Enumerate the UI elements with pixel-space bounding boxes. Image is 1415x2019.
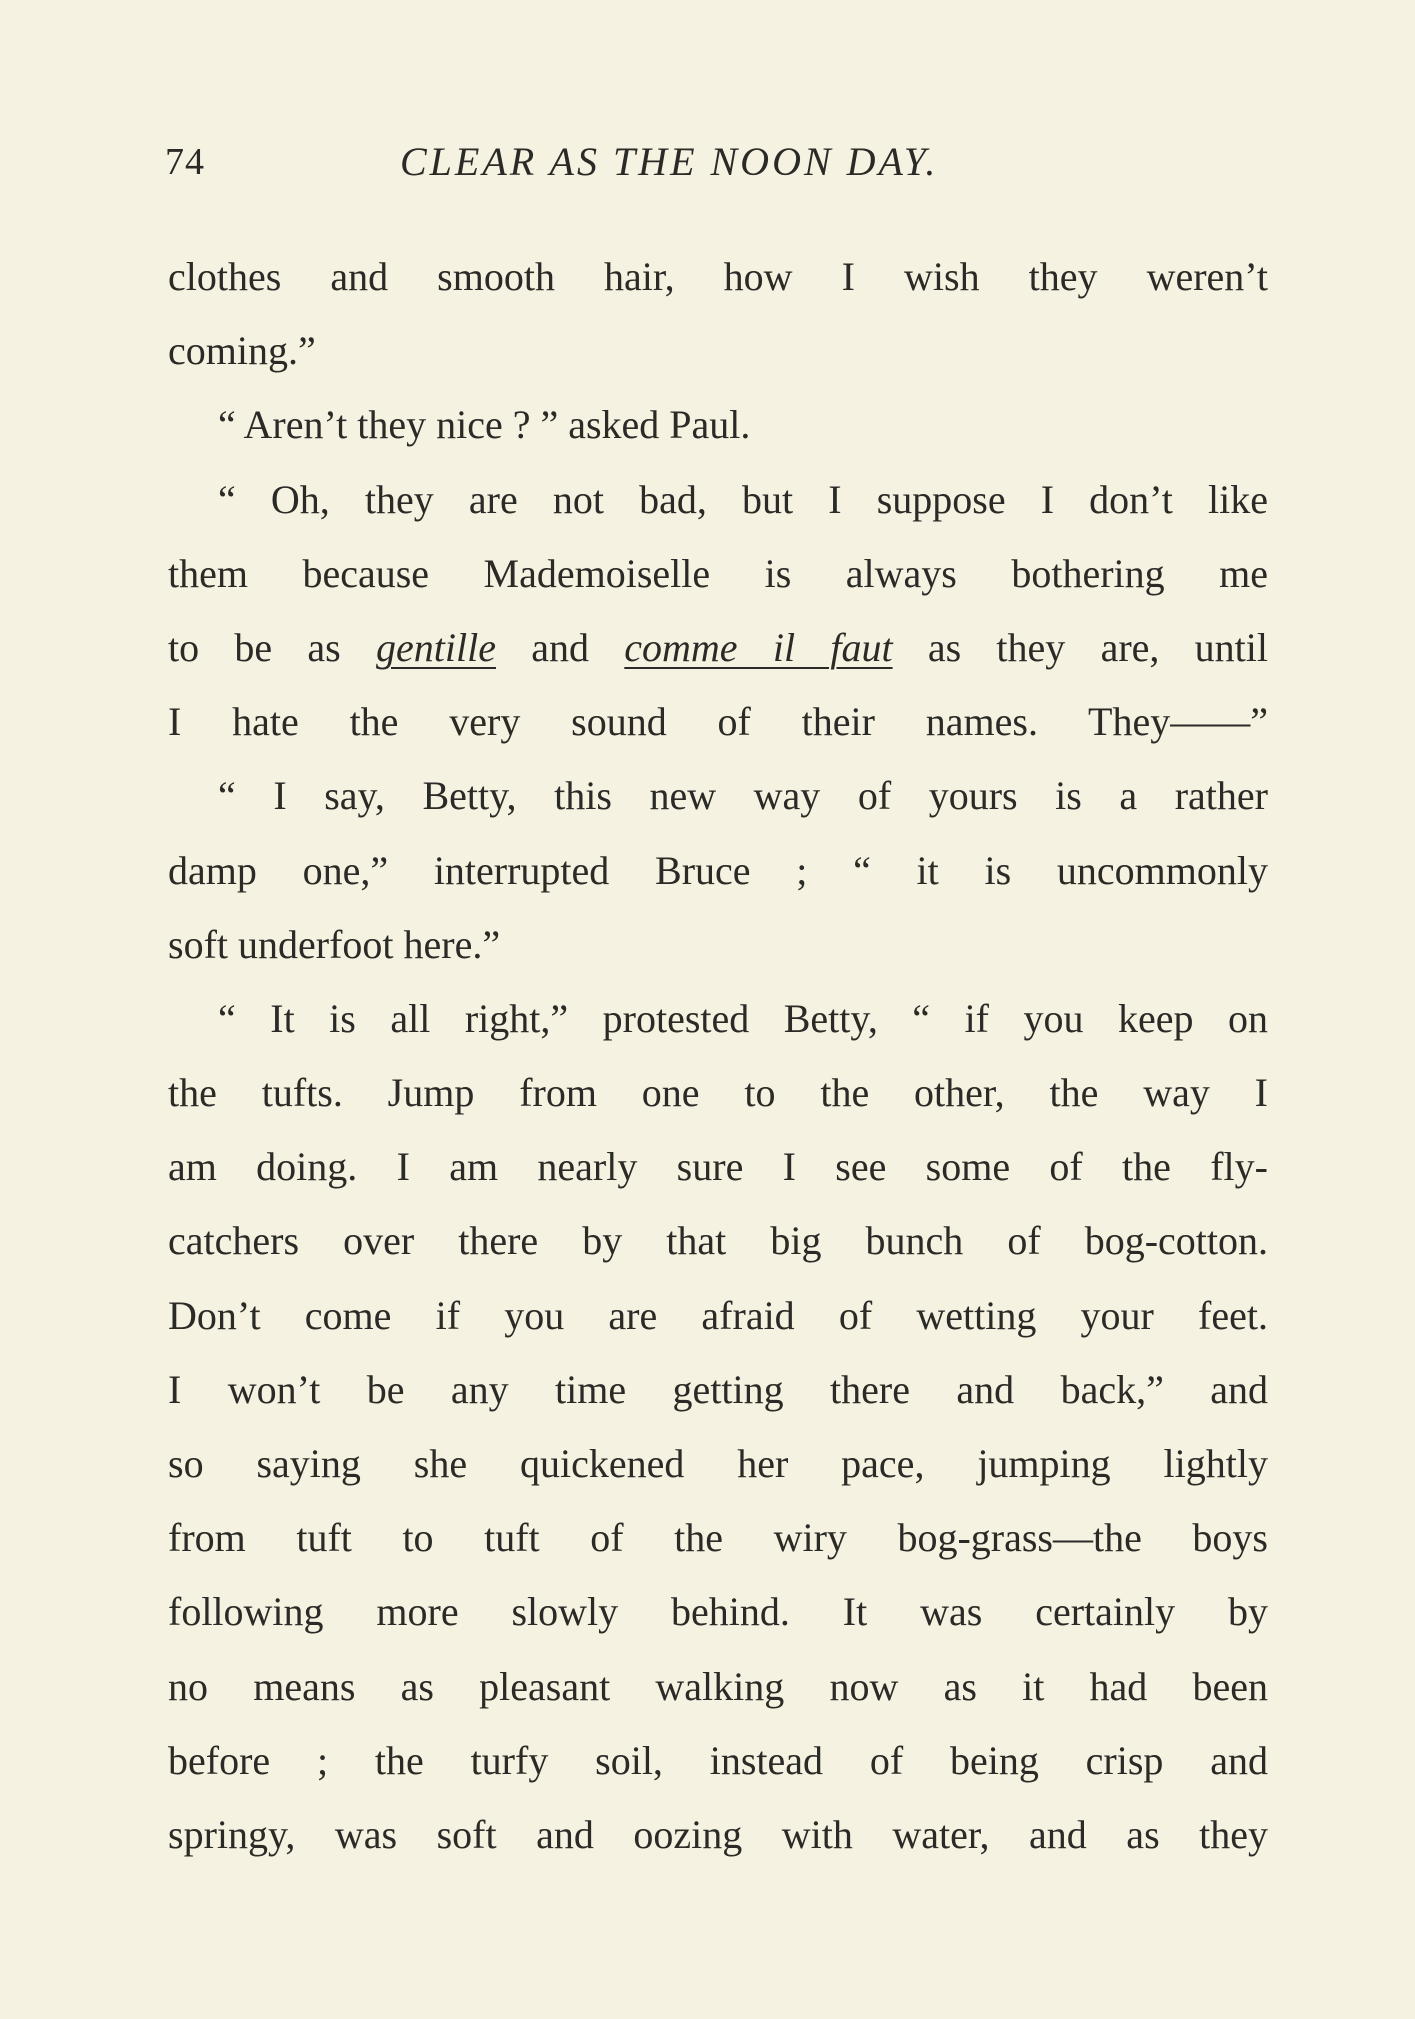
text-line: damp one,” interrupted Bruce ; “ it is uncommonly	[168, 847, 1268, 893]
text-line: I hate the very sound of their names. They——”	[168, 699, 1268, 745]
text-line: them because Mademoiselle is always bothering me	[168, 550, 1268, 596]
italic-phrase-comme-il-faut: comme il faut	[624, 624, 893, 670]
text-line: “ Oh, they are not bad, but I suppose I don’t like	[218, 476, 1268, 522]
text-line: springy, was soft and oozing with water, and as they	[168, 1811, 1268, 1857]
body-text	[168, 240, 1268, 1872]
text-line: from tuft to tuft of the wiry bog-grass—the boys	[168, 1515, 1268, 1561]
running-title: CLEAR AS THE NOON DAY.	[400, 139, 939, 184]
page-number: 74	[165, 141, 205, 183]
text-line: “ Aren’t they nice ? ” asked Paul.	[218, 402, 751, 448]
text-run: and	[495, 624, 625, 670]
text-line: following more slowly behind. It was certainly by	[168, 1589, 1268, 1635]
italic-phrase-gentille: gentille	[376, 624, 496, 670]
text-line: “ I say, Betty, this new way of yours is a rather	[218, 773, 1268, 819]
text-run: as they are, until	[892, 624, 1269, 670]
text-run: to be as	[168, 624, 377, 670]
text-line: catchers over there by that big bunch of bog-cotton.	[168, 1218, 1268, 1264]
text-line	[168, 611, 1268, 685]
text-line: so saying she quickened her pace, jumping lightly	[168, 1441, 1268, 1486]
text-line: before ; the turfy soil, instead of being crisp and	[168, 1737, 1268, 1783]
text-line: Don’t come if you are afraid of wetting your feet.	[168, 1292, 1268, 1338]
text-line: no means as pleasant walking now as it had been	[168, 1663, 1268, 1709]
text-line: I won’t be any time getting there and back,” and	[168, 1366, 1268, 1412]
text-line: coming.”	[168, 328, 316, 374]
text-line: am doing. I am nearly sure I see some of the fly-	[168, 1144, 1268, 1190]
text-line: clothes and smooth hair, how I wish they weren’t	[168, 254, 1268, 299]
text-line: soft underfoot here.”	[168, 921, 501, 967]
text-line: “ It is all right,” protested Betty, “ if you keep on	[218, 995, 1268, 1041]
text-line: the tufts. Jump from one to the other, the way I	[168, 1070, 1268, 1116]
